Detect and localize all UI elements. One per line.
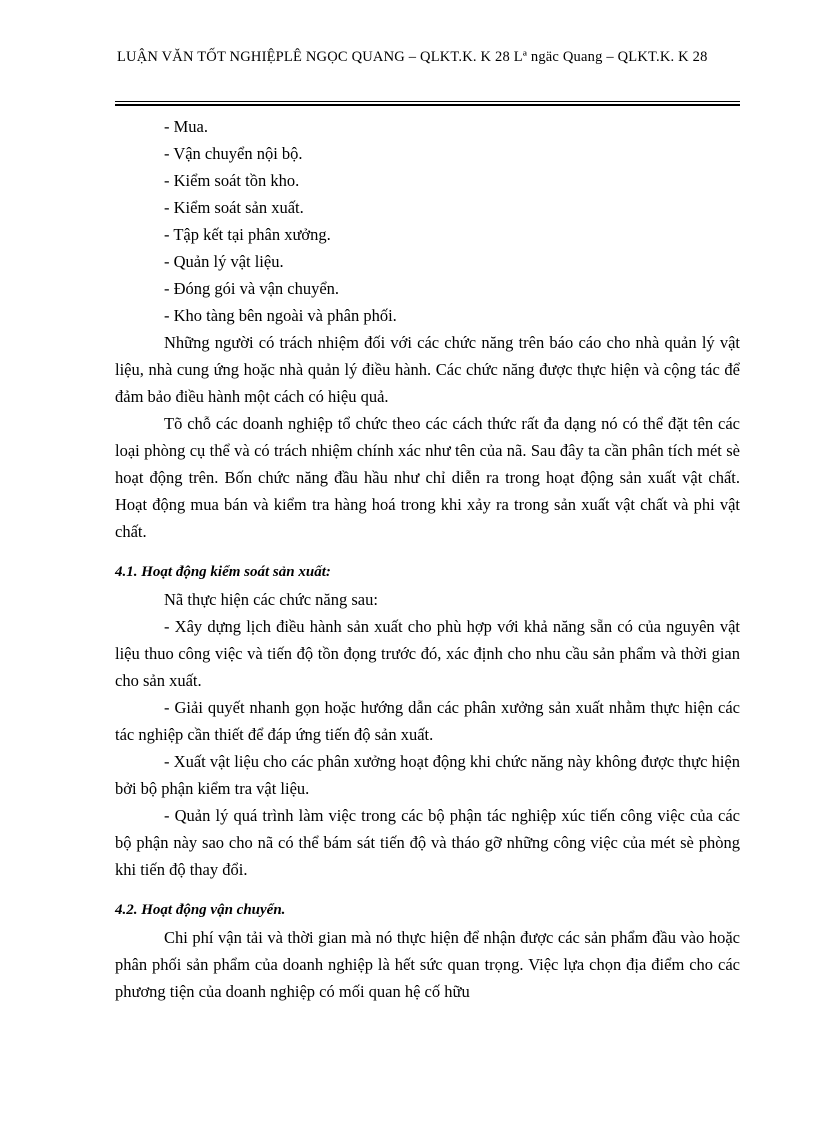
- paragraph: Nã thực hiện các chức năng sau:: [164, 590, 378, 609]
- paragraph: Tõ chỗ các doanh nghiệp tổ chức theo các cách thức rất đa dạng nó có thể đặt tên các loại phòng cụ thể và có trách nhiệm chính xác như tên của nã. Sau đây ta cần phân tích mét sè hoạt động trên. Bốn chức năng đầu hầu như chỉ diễn ra trong hoạt động sản xuất vật chất. Hoạt động mua bán và kiểm tra hàng hoá trong khi xảy ra trong sản xuất vật chất và phi vật chất.: [115, 414, 740, 541]
- list-item: - Xây dựng lịch điều hành sản xuất cho phù hợp với khả năng sẵn có của nguyên vật liệu thuo công việc và tiến độ tồn đọng trước đó, xác định cho nhu cầu sản phẩm và thời gian cho sản xuất.: [115, 617, 740, 690]
- list-item: - Kiểm soát tồn kho.: [164, 171, 300, 190]
- list-item: - Xuất vật liệu cho các phân xưởng hoạt động khi chức năng này không được thực hiện bởi bộ phận kiểm tra vật liệu.: [115, 752, 740, 798]
- section-heading: 4.1. Hoạt động kiểm soát sản xuất:: [115, 564, 331, 580]
- section-heading: 4.2. Hoạt động vận chuyển.: [115, 902, 286, 918]
- list-item: - Kho tàng bên ngoài và phân phối.: [164, 306, 397, 325]
- page-header: LUẬN VĂN TỐT NGHIỆPLÊ NGỌC QUANG – QLKT.K. K 28 Lª ngäc Quang – QLKT.K. K 28: [117, 49, 708, 65]
- list-item: - Quản lý quá trình làm việc trong các bộ phận tác nghiệp xúc tiến công việc của các bộ phận này sao cho nã có thể bám sát tiến độ và tháo gỡ những công việc của mét sè phòng khi tiến độ thay đổi.: [115, 806, 740, 879]
- list-item: - Đóng gói và vận chuyển.: [164, 279, 340, 298]
- header-divider: [115, 101, 740, 102]
- list-item: - Giải quyết nhanh gọn hoặc hướng dẫn các phân xưởng sản xuất nhằm thực hiện các tác nghiệp cần thiết để đáp ứng tiến độ sản xuất.: [115, 698, 740, 744]
- list-item: - Tập kết tại phân xưởng.: [164, 225, 331, 244]
- list-item: - Quản lý vật liệu.: [164, 252, 284, 271]
- paragraph: Chi phí vận tải và thời gian mà nó thực hiện để nhận được các sản phẩm đầu vào hoặc phân phối sản phẩm của doanh nghiệp là hết sức quan trọng. Việc lựa chọn địa điểm cho các phương tiện của doanh nghiệp có mối quan hệ cố hữu: [115, 928, 740, 1001]
- paragraph: Những người có trách nhiệm đối với các chức năng trên báo cáo cho nhà quản lý vật liệu, nhà cung ứng hoặc nhà quản lý điều hành. Các chức năng được thực hiện và cộng tác để đảm bảo điều hành một cách có hiệu quả.: [115, 333, 740, 406]
- list-item: - Mua.: [164, 117, 208, 136]
- document-body: [115, 113, 740, 1005]
- header-divider-thick: [115, 104, 740, 106]
- list-item: - Kiểm soát sản xuất.: [164, 198, 304, 217]
- list-item: - Vận chuyển nội bộ.: [164, 144, 303, 163]
